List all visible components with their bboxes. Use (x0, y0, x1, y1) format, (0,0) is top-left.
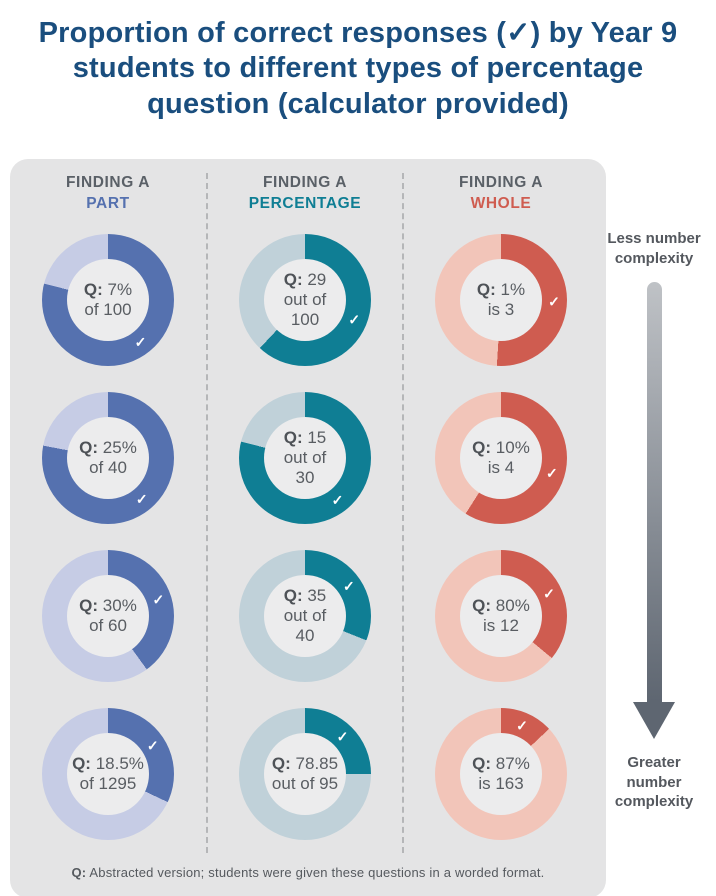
donut-chart-percentage-1 (239, 234, 371, 366)
donut-question: Q: 30% of 60 (67, 575, 149, 657)
donut-cell (42, 221, 174, 379)
header-keyword: PERCENTAGE (248, 194, 362, 212)
down-arrow-shaft (647, 282, 662, 702)
donut-chart-whole-1 (435, 234, 567, 366)
donut-cell (435, 221, 567, 379)
header-keyword: WHOLE (470, 194, 532, 212)
title-line-1: Proportion of correct responses (✓) by Year 9 (38, 17, 678, 49)
donut-chart-part-2 (42, 392, 174, 524)
down-arrow-head-icon (633, 702, 675, 739)
column-finding-a-percentage (206, 173, 402, 853)
donut-question: Q: 87% is 163 (460, 733, 542, 815)
donut-cell (239, 537, 371, 695)
donut-chart-whole-4 (435, 708, 567, 840)
donut-columns (10, 173, 606, 853)
title-line-3: question (calculator provided) (147, 87, 569, 120)
infographic-page (0, 16, 716, 896)
footnote-prefix: Q: (71, 865, 87, 880)
donut-question: Q: 78.85 out of 95 (264, 733, 346, 815)
donut-question: Q: 29 out of 100 (264, 259, 346, 341)
donut-cell (435, 695, 567, 853)
donut-question: Q: 1% is 3 (460, 259, 542, 341)
complexity-label-less: Less number complexity (607, 230, 701, 267)
donut-chart-whole-3 (435, 550, 567, 682)
donut-chart-part-4 (42, 708, 174, 840)
donut-question: Q: 25% of 40 (67, 417, 149, 499)
donut-chart-percentage-4 (239, 708, 371, 840)
check-icon: ✓ (331, 491, 344, 508)
title-line-2: students to different types of percentage (72, 52, 644, 85)
donut-question: Q: 18.5% of 1295 (67, 733, 149, 815)
column-finding-a-whole (402, 173, 598, 853)
chart-panel (10, 159, 606, 896)
footnote-text: Abstracted version; students were given these questions in a worded format. (86, 865, 545, 880)
donut-cell (239, 379, 371, 537)
donut-question: Q: 80% is 12 (460, 575, 542, 657)
header-prefix: FINDING A (458, 174, 544, 191)
check-icon: ✓ (516, 716, 528, 733)
column-finding-a-part (10, 173, 206, 853)
footnote (10, 865, 606, 880)
column-header-percentage (249, 173, 362, 221)
header-keyword: PART (86, 194, 130, 212)
header-prefix: FINDING A (262, 174, 348, 191)
page-title (0, 16, 716, 122)
donut-question: Q: 10% is 4 (460, 417, 542, 499)
donut-question: Q: 15 out of 30 (264, 417, 346, 499)
donut-cell (239, 695, 371, 853)
donut-cell (435, 537, 567, 695)
complexity-arrow-area (606, 159, 716, 896)
donut-cell (42, 379, 174, 537)
donut-cell (42, 695, 174, 853)
header-prefix: FINDING A (65, 174, 151, 191)
check-icon: ✓ (548, 293, 560, 310)
check-icon: ✓ (546, 464, 558, 481)
donut-chart-part-3 (42, 550, 174, 682)
check-icon: ✓ (146, 737, 159, 754)
donut-chart-whole-2 (435, 392, 567, 524)
content-row (0, 159, 716, 896)
donut-question: Q: 7% of 100 (67, 259, 149, 341)
check-icon: ✓ (348, 311, 361, 328)
check-icon: ✓ (152, 591, 165, 608)
donut-chart-part-1 (42, 234, 174, 366)
check-icon: ✓ (134, 333, 147, 350)
check-icon: ✓ (336, 728, 349, 745)
column-header-whole (459, 173, 543, 221)
donut-chart-percentage-2 (239, 392, 371, 524)
complexity-label-greater: Greater number complexity (614, 754, 694, 810)
donut-cell (42, 537, 174, 695)
check-icon: ✓ (543, 584, 555, 601)
check-icon: ✓ (135, 490, 148, 507)
donut-cell (435, 379, 567, 537)
donut-question: Q: 35 out of 40 (264, 575, 346, 657)
donut-cell (239, 221, 371, 379)
donut-chart-percentage-3 (239, 550, 371, 682)
column-header-part (66, 173, 150, 221)
check-icon: ✓ (342, 577, 355, 594)
